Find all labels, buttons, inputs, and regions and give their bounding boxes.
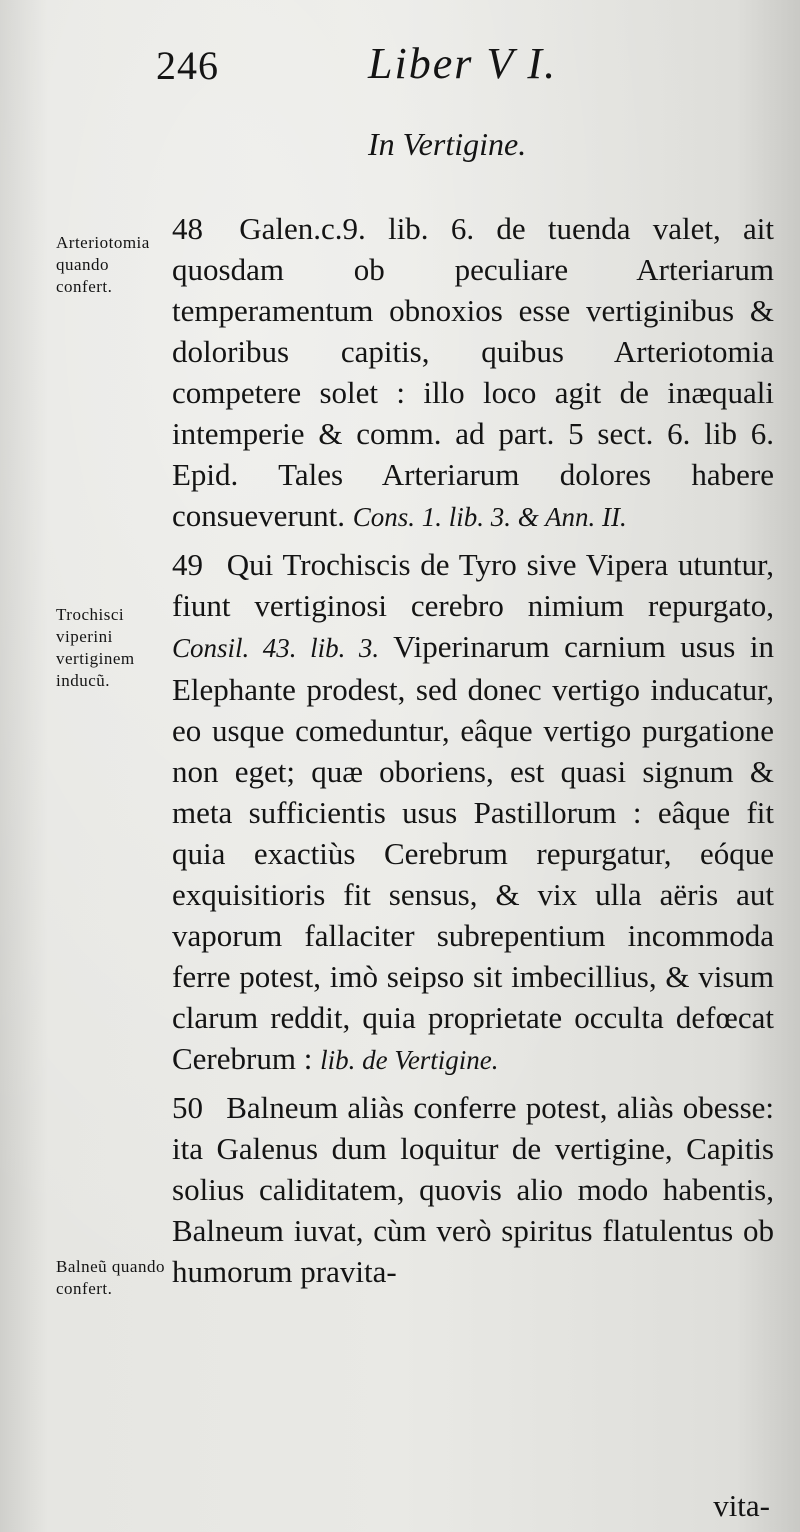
margin-note-arteriotomia: Arteriotomia quando confert. — [56, 233, 150, 296]
margin-note-trochisci: Trochisci viperini vertiginem inducũ. — [56, 605, 135, 690]
main-text — [172, 208, 774, 1292]
paragraph-50 — [172, 1087, 774, 1292]
citation-end: lib. de Vertigine. — [320, 1045, 499, 1075]
citation: Cons. 1. lib. 3. & Ann. II. — [352, 502, 627, 532]
page-header — [150, 38, 750, 98]
citation: Consil. 43. lib. 3. — [172, 633, 380, 663]
paragraph-48 — [172, 208, 774, 538]
paragraph-text-continued: Viperinarum carnium usus in Elephante prodest, sed donec vertigo inducatur, eo usque comeduntur, eâque vertigo purgatione non eget; quæ oboriens, est quasi signum & meta sufficientis usus Pastillorum : eâque fit quia exactiùs Cerebrum repurgatur, eóque exquisitioris fit sensus, & vix ulla aëris aut vaporum fallaciter subrepentium incommoda ferre potest, imò seipso sit imbecillius, & visum clarum reddit, quia proprietate occulta defœcat Cerebrum : — [172, 629, 774, 1076]
section-heading: In Vertigine. — [368, 126, 527, 162]
page-number: 246 — [156, 43, 219, 88]
paragraph-text: Qui Trochiscis de Tyro sive Vipera utuntur, fiunt vertiginosi cerebro nimium repurgato, — [172, 547, 774, 623]
paragraph-number: 48 — [172, 211, 203, 246]
paragraph-49 — [172, 544, 774, 1081]
margin-note-balneum: Balneũ quando confert. — [56, 1257, 165, 1298]
paragraph-text: Galen.c.9. lib. 6. de tuenda valet, ait quosdam ob peculiare Arteriarum temperamentum obnoxios esse vertiginibus & doloribus capitis, quibus Arteriotomia competere solet : illo loco agit de inæquali intemperie & comm. ad part. 5 sect. 6. lib 6. Epid. Tales Arteriarum dolores habere consueverunt. — [172, 211, 775, 533]
catchword: vita- — [713, 1488, 770, 1523]
paragraph-number: 49 — [172, 547, 203, 582]
paragraph-text: Balneum aliàs conferre potest, aliàs obesse: ita Galenus dum loquitur de vertigine, Capitis solius caliditatem, quovis alio modo habentis, Balneum iuvat, cùm verò spiritus flatulentus ob humorum pravita- — [172, 1090, 775, 1289]
paragraph-number: 50 — [172, 1090, 203, 1125]
running-title: Liber V I. — [368, 39, 558, 88]
